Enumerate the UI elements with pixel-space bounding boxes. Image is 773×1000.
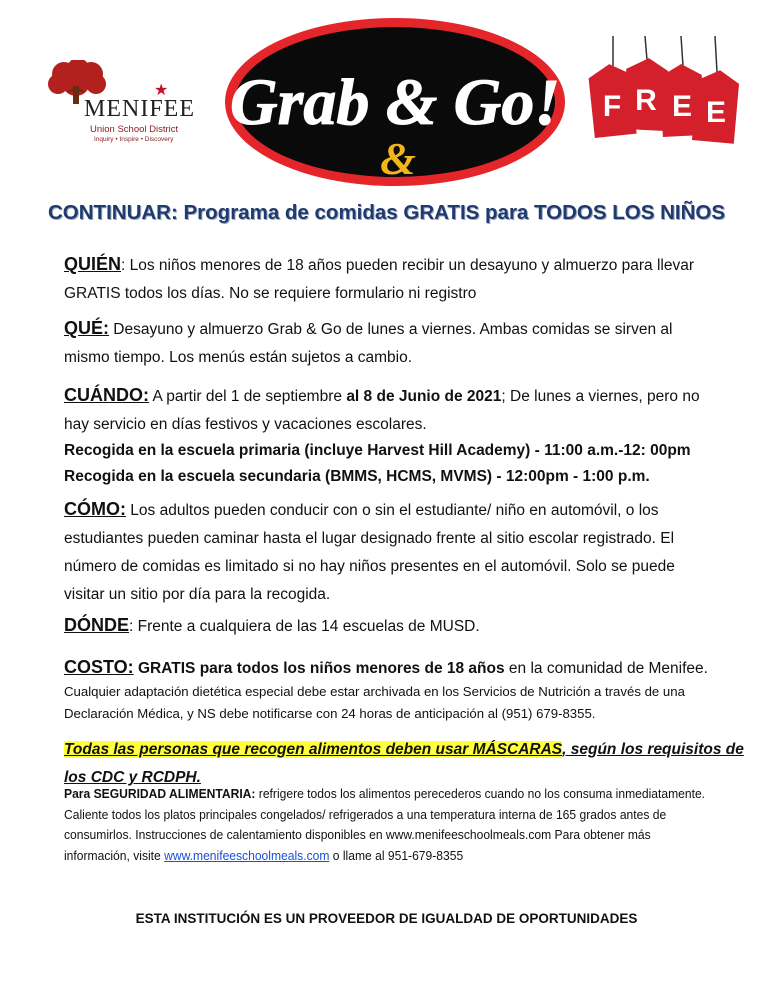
- que-label: QUÉ:: [64, 318, 109, 338]
- svg-text:&: &: [380, 133, 416, 184]
- costo-bold: GRATIS para todos los niños menores de 18 años: [133, 660, 505, 677]
- section-costo: [64, 653, 744, 725]
- menifee-title: MENIFEE: [84, 96, 195, 122]
- mask-highlight: Todas las personas que recogen alimentos deben usar MÁSCARAS: [64, 741, 563, 758]
- quien-text: : Los niños menores de 18 años pueden recibir un desayuno y almuerzo para llevar: [121, 257, 695, 274]
- costo-note-2: Declaración Médica, y NS debe notificarse con 24 horas de anticipación al (951) 679-8355.: [64, 706, 596, 721]
- menifee-logo: [40, 60, 210, 150]
- como-text-4: visitar un sitio por día para la recogida.: [64, 586, 331, 603]
- menifee-subtitle: Union School District: [90, 124, 179, 135]
- menifee-tagline: Inquiry • Inspire • Discovery: [94, 136, 174, 143]
- pickup-secondary: Recogida en la escuela secundaria (BMMS, HCMS, MVMS) - 12:00pm - 1:00 p.m.: [64, 468, 650, 485]
- free-tag-letter: F: [602, 90, 622, 123]
- costo-note-1: Cualquier adaptación dietética especial debe estar archivada en los Servicios de Nutrición a través de una: [64, 684, 685, 699]
- cuando-text-2: hay servicio en días festivos y vacaciones escolares.: [64, 416, 427, 433]
- pickup-primary: Recogida en la escuela primaria (incluye Harvest Hill Academy) - 11:00 a.m.-12: 00pm: [64, 442, 691, 459]
- mask-text: , según los requisitos de: [562, 741, 744, 758]
- equal-opportunity-footer: ESTA INSTITUCIÓN ES UN PROVEEDOR DE IGUALDAD DE OPORTUNIDADES: [135, 911, 638, 926]
- free-tag-letter: R: [635, 84, 657, 117]
- que-text: Desayuno y almuerzo Grab & Go de lunes a viernes. Ambas comidas se sirven al: [109, 321, 673, 338]
- star-icon: ★: [154, 82, 169, 99]
- cuando-text-a: A partir del 1 de septiembre: [149, 388, 347, 405]
- section-cuando: [64, 381, 744, 491]
- como-text: Los adultos pueden conducir con o sin el estudiante/ niño en automóvil, o los: [126, 502, 659, 519]
- que-text-2: mismo tiempo. Los menús están sujetos a cambio.: [64, 349, 413, 366]
- como-text-2: estudiantes pueden caminar hasta el lugar designado frente al sitio escolar registrado. El: [64, 530, 675, 547]
- food-safety-text-4: información, visite: [64, 847, 165, 863]
- food-safety-phone: o llame al 951-679-8355: [329, 847, 464, 863]
- food-safety-text: refrigere todos los alimentos perecederos cuando no los consuma inmediatamente.: [255, 786, 706, 801]
- como-label: CÓMO:: [64, 499, 126, 519]
- header: [0, 0, 773, 195]
- section-donde: [64, 611, 744, 641]
- cuando-text-b: ; De lunes a viernes, pero no: [501, 388, 700, 405]
- costo-label: COSTO:: [64, 657, 134, 677]
- cuando-label: CUÁNDO:: [64, 385, 149, 405]
- como-text-3: número de comidas es limitado si no hay niños presentes en el automóvil. Solo se puede: [64, 558, 675, 575]
- section-que: [64, 314, 744, 372]
- food-safety-label: Para SEGURIDAD ALIMENTARIA:: [64, 786, 256, 801]
- food-safety-text-3: consumirlos. Instrucciones de calentamiento disponibles en www.menifeeschoolmeals.com Para obtener más: [64, 827, 651, 842]
- section-food-safety: [64, 784, 764, 866]
- donde-label: DÓNDE: [64, 615, 130, 635]
- costo-text: en la comunidad de Menifee.: [504, 660, 708, 677]
- donde-text: : Frente a cualquiera de las 14 escuelas de MUSD.: [129, 618, 480, 635]
- section-quien: [64, 250, 744, 308]
- food-safety-text-2: Caliente todos los platos principales congelados/ refrigerados a una temperatura interna de 165 grados antes de: [64, 806, 667, 822]
- cuando-date: al 8 de Junio de 2021: [346, 388, 502, 405]
- grab-and-go-logo: [220, 14, 570, 192]
- mask-text-2: los CDC y RCDPH.: [64, 769, 201, 786]
- free-tags-graphic: [585, 36, 745, 146]
- menifee-meals-link[interactable]: www.menifeeschoolmeals.com: [164, 847, 330, 863]
- page-headline: CONTINUAR: Programa de comidas GRATIS para TODOS LOS NIÑOS: [48, 201, 725, 224]
- quien-label: QUIÉN: [64, 254, 122, 274]
- section-como: [64, 495, 744, 609]
- free-tag-letter: E: [671, 90, 693, 123]
- grab-and-go-text: Grab & Go!: [229, 66, 561, 139]
- quien-text-2: GRATIS todos los días. No se requiere formulario ni registro: [64, 285, 477, 302]
- free-tag-letter: E: [705, 96, 727, 129]
